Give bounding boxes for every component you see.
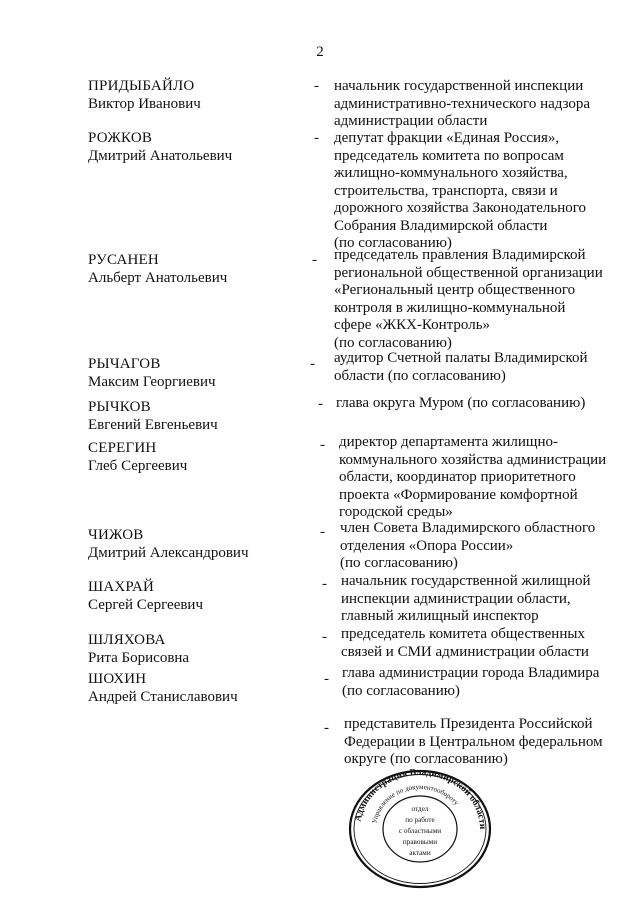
member-role	[336, 395, 611, 413]
role-line: дорожного хозяйства Законодательного	[334, 200, 587, 216]
member-role	[341, 626, 616, 661]
role-line: администрации области	[334, 113, 488, 129]
member-given-names: Виктор Иванович	[88, 95, 201, 112]
member-given-names: Глеб Сергеевич	[88, 457, 188, 474]
role-line: Федерации в Центральном федеральном	[344, 733, 603, 750]
member-role	[334, 247, 609, 352]
dash: -	[320, 437, 325, 453]
official-stamp	[346, 768, 494, 890]
role-line: «Региональный центр общественного	[334, 282, 576, 298]
role-line: инспекции администрации области,	[341, 590, 571, 607]
role-line: контроля в жилищно-коммунальной	[334, 299, 566, 316]
member-surname: РЫЧКОВ	[88, 399, 151, 415]
member-name	[88, 671, 303, 706]
member-name	[88, 527, 303, 562]
role-line: директор департамента жилищно-	[339, 434, 558, 450]
role-line: строительства, транспорта, связи и	[334, 182, 558, 199]
role-line: главный жилищный инспектор	[341, 608, 539, 624]
role-line: сфере «ЖКХ-Контроль»	[334, 317, 491, 333]
dash: -	[312, 252, 317, 268]
member-surname: РОЖКОВ	[88, 130, 153, 146]
member-surname: РУСАНЕН	[88, 252, 159, 268]
dash: -	[324, 671, 329, 687]
member-role	[340, 520, 615, 573]
dash: -	[314, 130, 319, 146]
member-role	[334, 130, 609, 253]
role-line: председатель комитета общественных	[341, 626, 585, 642]
member-surname: ПРИДЫБАЙЛО	[88, 78, 195, 94]
member-given-names: Альберт Анатольевич	[88, 269, 228, 286]
member-name	[88, 356, 303, 391]
role-line: административно-технического надзора	[334, 95, 591, 112]
role-line: городской среды»	[339, 504, 453, 520]
role-line: округе (по согласованию)	[344, 751, 508, 767]
member-name	[88, 440, 303, 475]
stamp-center-line: с областными	[398, 827, 442, 835]
member-surname: ШОХИН	[88, 671, 147, 687]
role-line: коммунального хозяйства администрации	[339, 451, 607, 468]
dash: -	[318, 396, 323, 412]
member-surname: ШЛЯХОВА	[88, 632, 166, 648]
member-role	[344, 716, 619, 769]
member-name	[88, 130, 303, 165]
member-given-names: Максим Георгиевич	[88, 373, 216, 390]
role-line: связей и СМИ администрации области	[341, 643, 589, 660]
member-surname: РЫЧАГОВ	[88, 356, 161, 372]
member-given-names: Дмитрий Александрович	[88, 544, 249, 561]
role-line: области (по согласованию)	[334, 367, 506, 384]
member-surname: СЕРЕГИН	[88, 440, 157, 456]
page-number: 2	[316, 44, 324, 60]
dash: -	[324, 720, 329, 736]
member-role	[341, 573, 616, 626]
dash: -	[310, 356, 315, 372]
role-line: глава округа Муром (по согласованию)	[336, 395, 586, 411]
member-name	[88, 632, 303, 667]
role-line: (по согласованию)	[334, 235, 452, 251]
member-role	[334, 350, 609, 385]
member-given-names: Евгений Евгеньевич	[88, 416, 218, 433]
role-line: аудитор Счетной палаты Владимирской	[334, 350, 588, 366]
role-line: (по согласованию)	[334, 334, 452, 351]
member-given-names: Сергей Сергеевич	[88, 596, 204, 613]
role-line: Собрания Владимирской области	[334, 217, 548, 234]
dash: -	[320, 524, 325, 540]
role-line: проекта «Формирование комфортной	[339, 486, 578, 503]
stamp-center-line: отдел	[411, 805, 429, 813]
stamp-center-line: правовыми	[402, 838, 438, 846]
member-given-names: Дмитрий Анатольевич	[88, 147, 233, 164]
role-line: региональной общественной организации	[334, 264, 603, 281]
role-line: (по согласованию)	[342, 682, 460, 699]
member-name	[88, 78, 303, 113]
dash: -	[322, 576, 327, 592]
member-name	[88, 252, 303, 287]
member-role	[334, 78, 609, 131]
role-line: области, координатор приоритетного	[339, 469, 576, 485]
role-line: член Совета Владимирского областного	[340, 520, 596, 536]
role-line: (по согласованию)	[340, 555, 458, 571]
role-line: жилищно-коммунального хозяйства,	[334, 165, 568, 181]
member-surname: ЧИЖОВ	[88, 527, 144, 543]
role-line: председатель комитета по вопросам	[334, 147, 564, 164]
stamp-inner-ring-text: Управление по документообороту	[370, 782, 461, 825]
dash: -	[314, 78, 319, 94]
role-line: депутат фракции «Единая Россия»,	[334, 130, 560, 146]
role-line: представитель Президента Российской	[344, 716, 593, 732]
role-line: председатель правления Владимирской	[334, 247, 586, 263]
member-name	[88, 579, 303, 614]
member-surname: ШАХРАЙ	[88, 579, 155, 595]
stamp-center-line: по работе	[405, 816, 435, 824]
role-line: начальник государственной инспекции	[334, 78, 584, 94]
member-role	[339, 434, 614, 522]
stamp-center-line: актами	[409, 849, 431, 857]
role-line: начальник государственной жилищной	[341, 573, 591, 589]
dash: -	[322, 629, 327, 645]
member-given-names: Рита Борисовна	[88, 649, 190, 666]
role-line: глава администрации города Владимира	[342, 665, 600, 681]
stamp-ring-text: Администрация Владимирской области	[353, 768, 488, 830]
member-name	[88, 399, 303, 434]
role-line: отделения «Опора России»	[340, 537, 514, 554]
member-given-names: Андрей Станиславович	[88, 688, 238, 705]
member-role	[342, 665, 617, 700]
